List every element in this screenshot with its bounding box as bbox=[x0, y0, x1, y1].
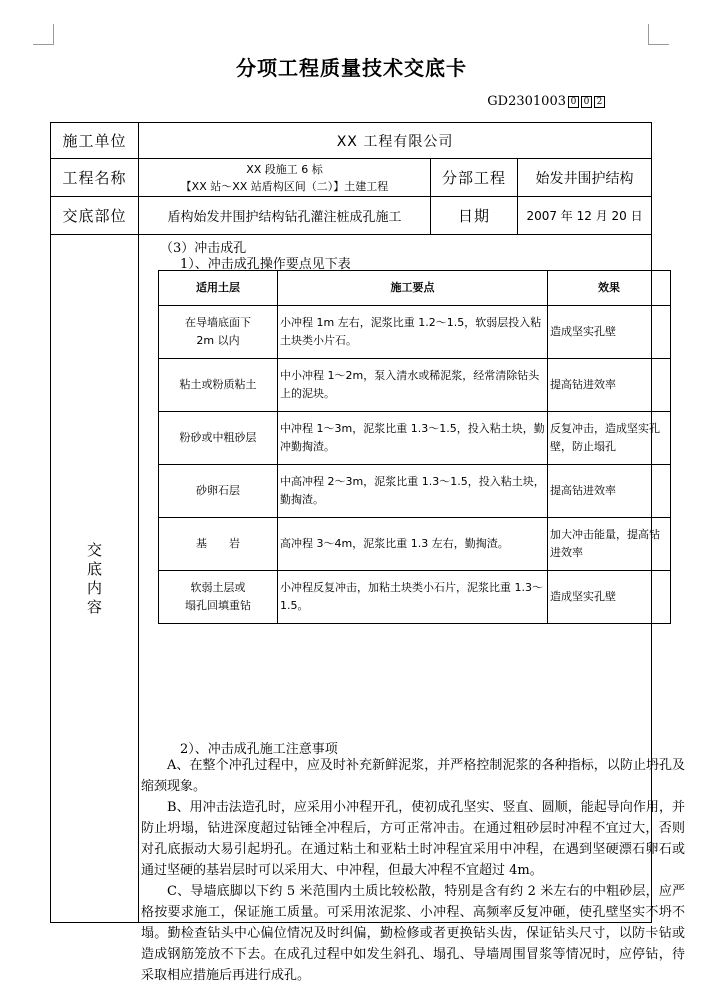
content-subheading-2: 2）、冲击成孔施工注意事项 bbox=[180, 742, 338, 757]
disclosure-card-table bbox=[50, 122, 685, 983]
document-title: 分项工程质量技术交底卡 bbox=[236, 56, 467, 80]
page-corner-mark-left bbox=[33, 24, 54, 45]
soil-line: 塌孔回填重钻 bbox=[185, 599, 251, 612]
effect-cell: 加大冲击能量，提高钻进效率 bbox=[548, 518, 671, 571]
soil-cell bbox=[159, 306, 278, 359]
company-label: 施工单位 bbox=[51, 123, 139, 159]
content-label-char: 容 bbox=[86, 597, 102, 616]
effect-cell: 提高钻进效率 bbox=[548, 465, 671, 518]
effect-cell: 反复冲击，造成坚实孔壁，防止塌孔 bbox=[548, 412, 671, 465]
points-cell: 中小冲程 1～2m，泵入清水或稀泥浆，经常清除钻头上的泥块。 bbox=[278, 359, 548, 412]
document-number-box: 2 bbox=[594, 96, 605, 108]
precaution-paragraph-b: B、用冲击法造孔时，应采用小冲程开孔，使初成孔坚实、竖直、圆顺，能起导向作用，并防止坍塌，钻进深度超过钻锤全冲程后，方可正常冲击。在通过粗砂层时冲程不宜过大，否则对孔底振动大易引起坍孔。在通过粘土和亚粘土时冲程宜采用中冲程，在遇到坚硬漂石卵石或通过坚硬的基岩层时可以采用大、中冲程，但最大冲程不宜超过 4m。 bbox=[141, 800, 685, 878]
table-row bbox=[159, 465, 671, 518]
effect-cell: 造成坚实孔壁 bbox=[548, 571, 671, 624]
soil-cell bbox=[159, 465, 278, 518]
content-label-char: 内 bbox=[86, 578, 102, 597]
fenbu-label: 分部工程 bbox=[431, 159, 518, 197]
document-number bbox=[487, 94, 605, 109]
soil-cell bbox=[159, 571, 278, 624]
part-label: 交底部位 bbox=[51, 197, 139, 235]
soil-cell bbox=[159, 412, 278, 465]
content-label bbox=[51, 235, 139, 923]
points-cell: 小冲程 1m 左右，泥浆比重 1.2～1.5，软弱层投入粘土块类小片石。 bbox=[278, 306, 548, 359]
soil-line: 在导墙底面下 bbox=[185, 316, 251, 329]
project-value bbox=[139, 159, 431, 197]
soil-line: 粉砂或中粗砂层 bbox=[179, 431, 257, 444]
table-header-soil: 适用土层 bbox=[159, 271, 278, 306]
date-label: 日期 bbox=[431, 197, 518, 235]
precautions-text bbox=[141, 755, 685, 986]
content-heading: （3）冲击成孔 bbox=[160, 241, 247, 256]
soil-line: 软弱土层或 bbox=[190, 581, 246, 594]
soil-line: 2m 以内 bbox=[196, 334, 240, 347]
date-value: 2007 年 12 月 20 日 bbox=[518, 197, 652, 235]
points-cell: 小冲程反复冲击，加粘土块类小石片，泥浆比重 1.3～1.5。 bbox=[278, 571, 548, 624]
table-row bbox=[159, 359, 671, 412]
document-number-box: 0 bbox=[568, 96, 579, 108]
soil-line: 基 岩 bbox=[196, 537, 240, 550]
project-line-2: 【XX 站～XX 站盾构区间（二）】土建工程 bbox=[180, 179, 389, 193]
table-header-effect: 效果 bbox=[548, 271, 671, 306]
soil-line: 粘土或粉质粘土 bbox=[179, 378, 257, 391]
table-row bbox=[159, 412, 671, 465]
document-number-box: 0 bbox=[581, 96, 592, 108]
points-cell: 中高冲程 2～3m，泥浆比重 1.3～1.5，投入粘土块，勤掏渣。 bbox=[278, 465, 548, 518]
soil-cell bbox=[159, 518, 278, 571]
points-cell: 高冲程 3～4m，泥浆比重 1.3 左右，勤掏渣。 bbox=[278, 518, 548, 571]
operation-points-table bbox=[158, 270, 671, 624]
precaution-paragraph-a: A、在整个冲孔过程中，应及时补充新鲜泥浆，并严格控制泥浆的各种指标，以防止坍孔及缩颈现象。 bbox=[141, 758, 685, 794]
effect-cell: 造成坚实孔壁 bbox=[548, 306, 671, 359]
document-number-text: GD2301003 bbox=[487, 94, 566, 109]
precaution-paragraph-c: C、导墙底脚以下约 5 米范围内土质比较松散，特别是含有约 2 米左右的中粗砂层，应严格按要求施工，保证施工质量。可采用浓泥浆、小冲程、高频率反复冲砸，使孔壁坚实不坍不塌。勤检查钻头中心偏位情况及时纠偏，勤检修或者更换钻头齿，保证钻头尺寸，以防卡钻或造成钢筋笼放不下去。在成孔过程中如发生斜孔、塌孔、导墙周围冒浆等情况时，应停钻，待采取相应措施后再进行成孔。 bbox=[141, 884, 685, 983]
content-body bbox=[139, 235, 685, 983]
project-label: 工程名称 bbox=[51, 159, 139, 197]
table-row bbox=[159, 571, 671, 624]
company-value: XX 工程有限公司 bbox=[139, 123, 652, 159]
fenbu-value: 始发井围护结构 bbox=[518, 159, 652, 197]
part-value: 盾构始发井围护结构钻孔灌注桩成孔施工 bbox=[139, 197, 431, 235]
table-header-points: 施工要点 bbox=[278, 271, 548, 306]
page-corner-mark-right bbox=[648, 24, 669, 45]
points-cell: 中冲程 1～3m，泥浆比重 1.3～1.5，投入粘土块，勤冲勤掏渣。 bbox=[278, 412, 548, 465]
effect-cell: 提高钻进效率 bbox=[548, 359, 671, 412]
table-row bbox=[159, 306, 671, 359]
content-subheading-1: 1）、冲击成孔操作要点见下表 bbox=[180, 257, 351, 272]
content-label-char: 交 bbox=[86, 540, 102, 559]
soil-line: 砂卵石层 bbox=[196, 484, 240, 497]
table-row bbox=[159, 518, 671, 571]
project-line-1: XX 段施工 6 标 bbox=[246, 162, 323, 176]
soil-cell bbox=[159, 359, 278, 412]
content-label-char: 底 bbox=[86, 559, 102, 578]
